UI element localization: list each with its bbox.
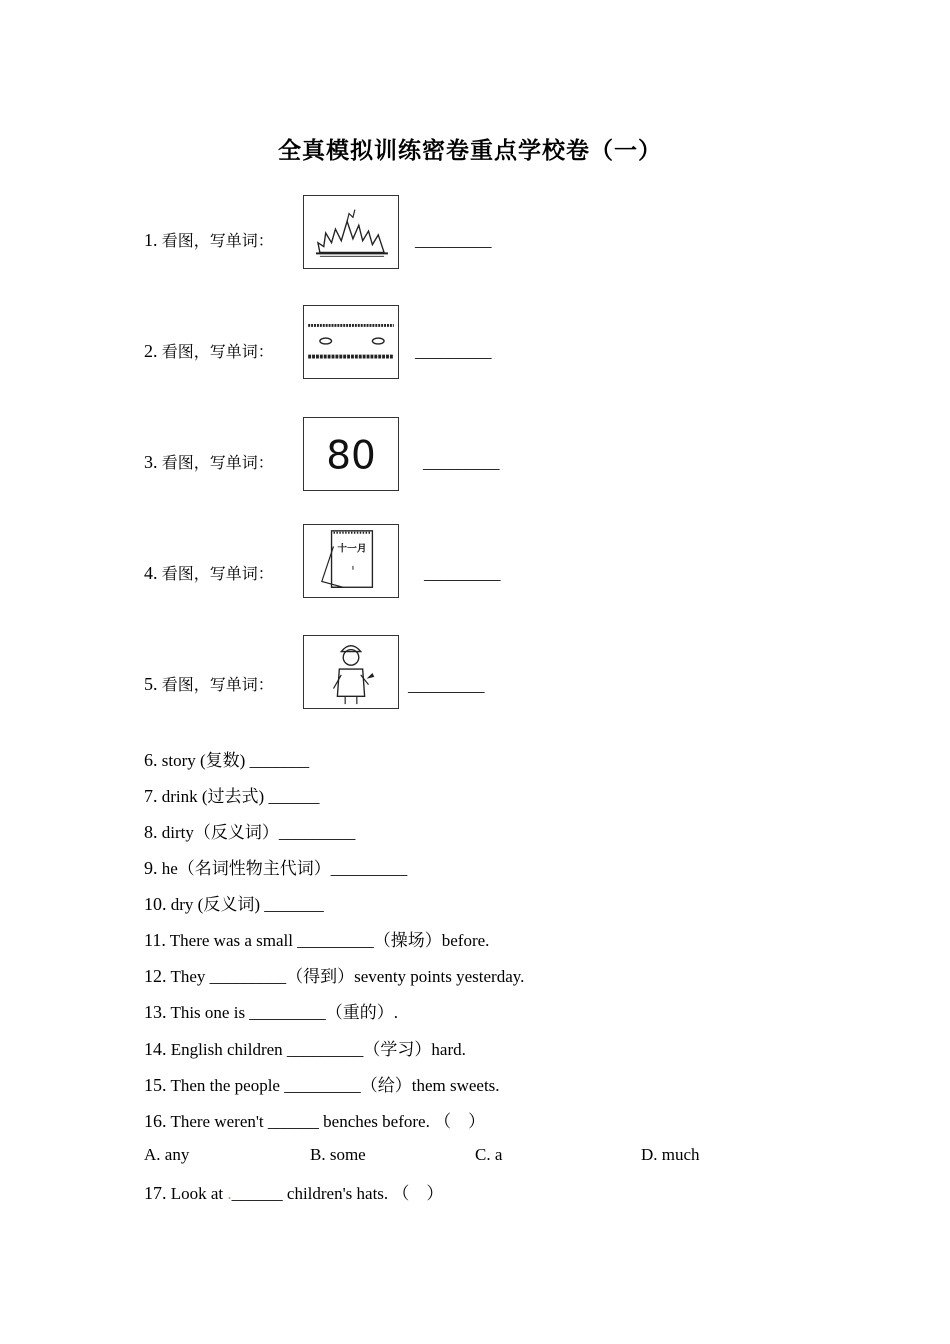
- question-prompt: 看图，写单词：: [161, 453, 274, 472]
- question-prompt: 看图，写单词：: [161, 342, 274, 361]
- question-text-before: Look at: [170, 1184, 228, 1203]
- question-prompt: 看图，写单词：: [161, 231, 274, 250]
- answer-blank-2[interactable]: _________: [415, 342, 492, 361]
- answer-blank-1[interactable]: _________: [415, 231, 492, 250]
- question-13: [144, 998, 398, 1023]
- question-14: [144, 1035, 466, 1060]
- question-number: 6.: [144, 750, 158, 770]
- question-number: 12.: [144, 966, 167, 986]
- question-text: They _________（得到）seventy points yesterday.: [170, 967, 525, 986]
- option-d[interactable]: D. much: [641, 1145, 700, 1164]
- question-11: [144, 926, 489, 951]
- question-9: [144, 854, 407, 879]
- question-text: story (复数) _______: [161, 751, 310, 770]
- question-number: 14.: [144, 1039, 167, 1059]
- question-10: [144, 890, 324, 915]
- option-b[interactable]: B. some: [310, 1145, 366, 1164]
- question-text: English children _________（学习）hard.: [170, 1040, 466, 1059]
- question-number: 7.: [144, 786, 158, 806]
- stray-dot: .: [227, 1184, 232, 1203]
- question-12: [144, 962, 524, 987]
- question-1: [144, 228, 274, 251]
- question-15: [144, 1071, 500, 1096]
- question-text: Then the people _________（给）them sweets.: [170, 1076, 500, 1095]
- question-3: [144, 450, 274, 473]
- question-number: 2.: [144, 341, 158, 361]
- question-text: dry (反义词) _______: [170, 895, 324, 914]
- question-16: [144, 1107, 485, 1132]
- question-7: [144, 782, 319, 807]
- question-17: [144, 1179, 443, 1204]
- answer-blank-3[interactable]: _________: [423, 453, 500, 472]
- question-number: 1.: [144, 230, 158, 250]
- question-5: [144, 672, 274, 695]
- question-text: dirty（反义词）_________: [161, 823, 356, 842]
- question-number: 17.: [144, 1183, 167, 1203]
- question-4: [144, 561, 274, 584]
- calendar-picture: [303, 524, 399, 598]
- wall-picture: [303, 305, 399, 379]
- question-number: 11.: [144, 930, 166, 950]
- question-prompt: 看图，写单词：: [161, 675, 274, 694]
- question-text: drink (过去式) ______: [161, 787, 320, 806]
- number-picture: [303, 417, 399, 491]
- question-number: 9.: [144, 858, 158, 878]
- question-number: 10.: [144, 894, 167, 914]
- question-text: There was a small _________（操场）before.: [169, 931, 490, 950]
- question-text-after: ______ children's hats. （ ）: [231, 1184, 444, 1203]
- question-prompt: 看图，写单词：: [161, 564, 274, 583]
- question-number: 5.: [144, 674, 158, 694]
- fire-picture: [303, 195, 399, 269]
- question-6: [144, 746, 309, 771]
- question-number: 13.: [144, 1002, 167, 1022]
- worker-picture: [303, 635, 399, 709]
- question-2: [144, 339, 274, 362]
- question-text: There weren't ______ benches before. （ ）: [170, 1112, 486, 1131]
- page-title: 全真模拟训练密卷重点学校卷（一）: [278, 137, 662, 164]
- question-number: 8.: [144, 822, 158, 842]
- question-number: 3.: [144, 452, 158, 472]
- question-number: 15.: [144, 1075, 167, 1095]
- option-c[interactable]: C. a: [475, 1145, 503, 1164]
- number-80: 80: [326, 433, 376, 479]
- question-number: 16.: [144, 1111, 167, 1131]
- option-a[interactable]: A. any: [144, 1145, 190, 1164]
- calendar-month-text: 十一月: [337, 543, 367, 555]
- answer-blank-5[interactable]: _________: [408, 676, 485, 695]
- question-text: he（名词性物主代词）_________: [161, 859, 408, 878]
- question-8: [144, 818, 355, 843]
- question-text: This one is _________（重的）.: [170, 1003, 399, 1022]
- question-number: 4.: [144, 563, 158, 583]
- answer-blank-4[interactable]: _________: [424, 564, 501, 583]
